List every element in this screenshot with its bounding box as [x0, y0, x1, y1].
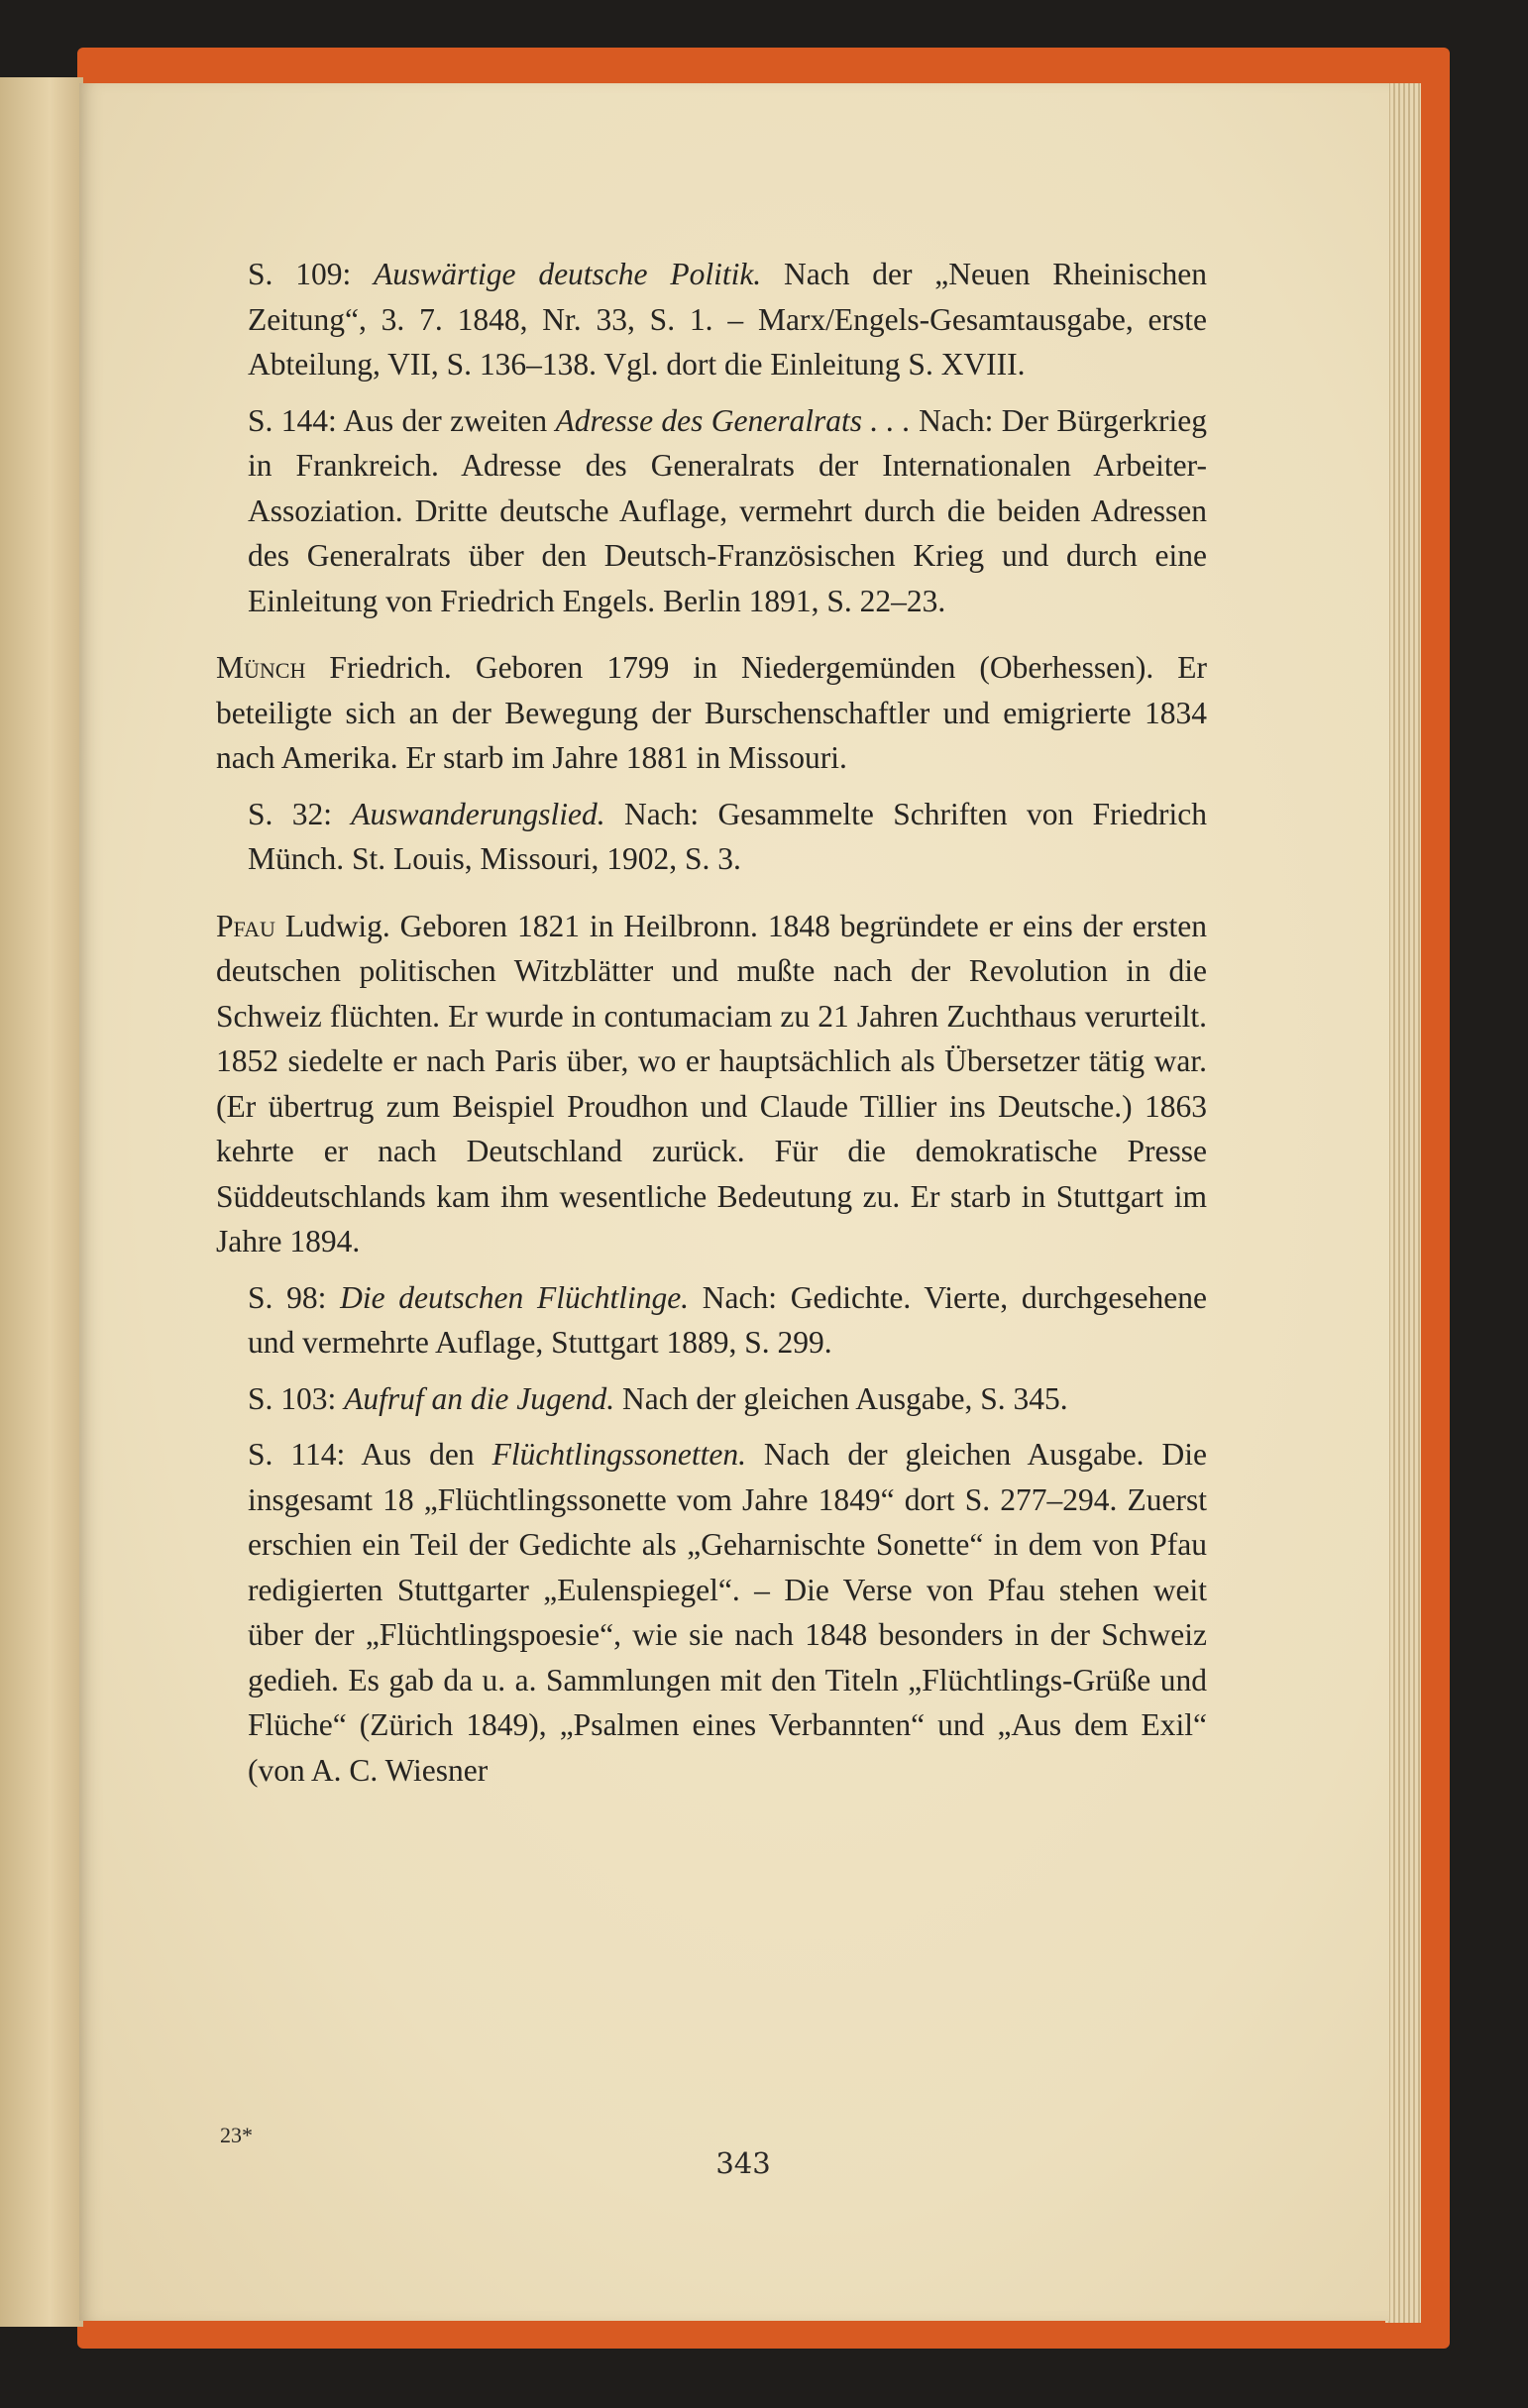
note-paragraph [216, 1432, 1207, 1793]
note-ref: S. 98: [248, 1279, 341, 1315]
note-paragraph [216, 792, 1207, 882]
note-title: Auswanderungslied. [351, 796, 605, 831]
note-paragraph [216, 1376, 1207, 1422]
author-name: Pfau [216, 908, 275, 943]
note-body: Nach der gleichen Ausgabe, S. 345. [614, 1380, 1068, 1416]
page-number: 343 [715, 2146, 771, 2180]
note-title: Adresse des Generalrats . . . [555, 402, 911, 438]
note-ref: S. 144: Aus der zweiten [248, 402, 556, 438]
author-name: Münch [216, 650, 306, 685]
book-page [79, 83, 1389, 2321]
note-paragraph [216, 252, 1207, 387]
note-body: Nach: Der Bürgerkrieg in Frankreich. Adresse des Generalrats der Internationalen Arbeiter-Assoziation. Dritte deutsche Auflage, vermehrt durch die beiden Adressen des Generalrats über den Deutsch-Französischen Krieg und durch eine Einleitung von Friedrich Engels. Berlin 1891, S. 22–23. [248, 402, 1207, 618]
note-body: Nach der gleichen Ausgabe. Die insgesamt 18 „Flüchtlingssonette vom Jahre 1849“ dort S. 277–294. Zuerst erschien ein Teil der Gedichte als „Geharnischte Sonette“ in dem von Pfau redigierten Stuttgarter „Eulenspiegel“. – Die Verse von Pfau stehen weit über der „Flüchtlingspoesie“, wie sie nach 1848 besonders in der Schweiz gedieh. Es gab da u. a. Sammlungen mit den Titeln „Flüchtlings-Grüße und Flüche“ (Zürich 1849), „Psalmen eines Verbannten“ und „Aus dem Exil“ (von A. C. Wiesner [248, 1437, 1208, 1788]
note-body: Nach: Gesammelte Schriften von Friedrich Münch. St. Louis, Missouri, 1902, S. 3. [248, 796, 1207, 876]
note-body: Nach: Gedichte. Vierte, durchgesehene und vermehrte Auflage, Stuttgart 1889, S. 299. [248, 1279, 1207, 1360]
note-ref: S. 109: [248, 257, 375, 291]
note-ref: S. 103: [248, 1380, 345, 1416]
facing-page-edge [0, 77, 83, 2327]
author-bio: Ludwig. Geboren 1821 in Heilbronn. 1848 begründete er eins der ersten deutschen politischen Witzblätter und mußte nach der Revolution in die Schweiz flüchten. Er wurde in contumaciam zu 21 Jahren Zuchthaus verurteilt. 1852 siedelte er nach Paris über, wo er hauptsächlich als Übersetzer tätig war. (Er übertrug zum Beispiel Proudhon und Claude Tillier ins Deutsche.) 1863 kehrte er nach Deutschland zurück. Für die demokratische Presse Süddeutschlands kam ihm wesentliche Bedeutung zu. Er starb in Stuttgart im Jahre 1894. [216, 908, 1207, 1259]
author-entry-muench [216, 645, 1207, 781]
note-body: Nach der „Neuen Rheinischen Zeitung“, 3. 7. 1848, Nr. 33, S. 1. – Marx/Engels-Gesamtausgabe, erste Abteilung, VII, S. 136–138. Vgl. dort die Einleitung S. XVIII. [248, 257, 1207, 382]
signature-mark: 23* [220, 2123, 253, 2147]
note-title: Flüchtlingssonetten. [491, 1437, 746, 1472]
page-stack-edge [1385, 83, 1421, 2323]
page-text [216, 252, 1207, 1793]
author-bio: Friedrich. Geboren 1799 in Niedergemünden (Oberhessen). Er beteiligte sich an der Bewegung der Burschenschaftler und emigrierte 1834 nach Amerika. Er starb im Jahre 1881 in Missouri. [216, 650, 1207, 775]
note-ref: S. 114: Aus den [248, 1437, 492, 1472]
note-title: Die deutschen Flüchtlinge. [340, 1279, 690, 1315]
note-title: Auswärtige deutsche Politik. [374, 257, 762, 291]
note-ref: S. 32: [248, 796, 352, 831]
note-paragraph [216, 398, 1207, 624]
note-title: Aufruf an die Jugend. [344, 1380, 615, 1416]
author-entry-pfau [216, 904, 1207, 1264]
note-paragraph [216, 1275, 1207, 1366]
